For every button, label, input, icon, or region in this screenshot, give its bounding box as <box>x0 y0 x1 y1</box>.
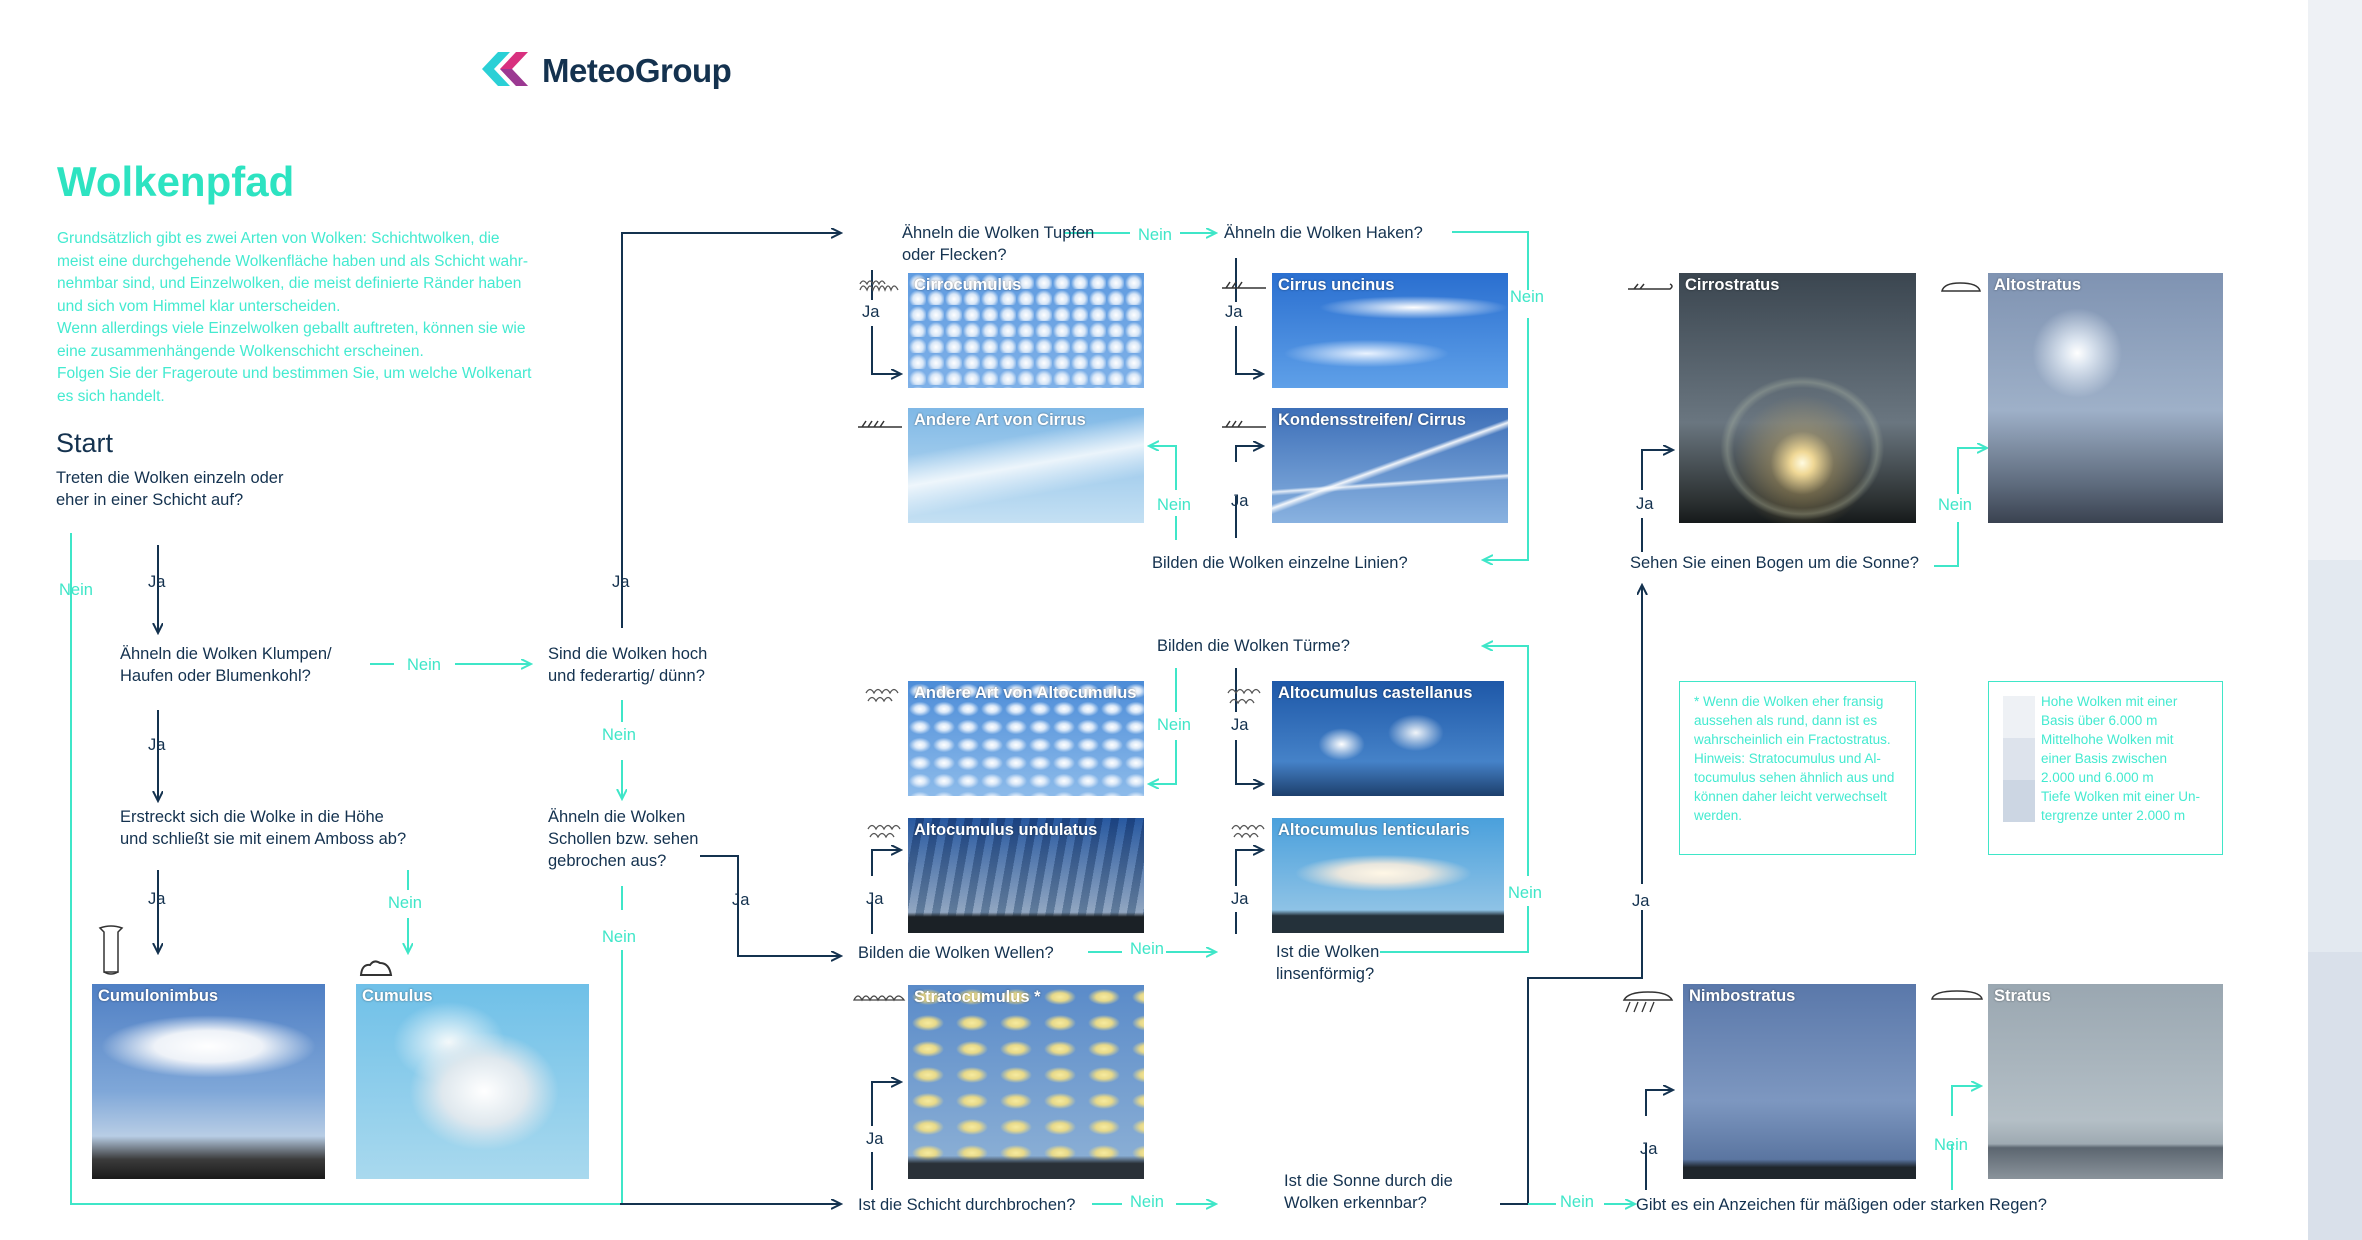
answer-ja: Ja <box>732 891 750 909</box>
question-line: Ist die Wolken <box>1276 943 1380 961</box>
photo-altocumulus-castellanus <box>1272 681 1504 796</box>
line-tupfen-ja-b <box>872 326 900 374</box>
question-tuerme <box>1157 635 1350 657</box>
answer-nein: Nein <box>1560 1193 1594 1211</box>
line-regen-ja-b <box>1646 1090 1672 1116</box>
question-line: eher in einer Schicht auf? <box>56 491 244 509</box>
answer-ja: Ja <box>148 890 166 908</box>
question-line: Ähneln die Wolken Tupfen <box>902 224 1095 242</box>
cloud-name: Stratus <box>1994 987 2051 1005</box>
question-line: oder Flecken? <box>902 246 1007 264</box>
answer-nein: Nein <box>388 894 422 912</box>
cloud-name: Cirrus uncinus <box>1278 276 1395 294</box>
intro-line: es sich handelt. <box>57 387 165 405</box>
legend-line: 2.000 und 6.000 m <box>2041 770 2154 785</box>
line-regen-nein-b <box>1952 1086 1980 1116</box>
answer-nein: Nein <box>1130 1193 1164 1211</box>
cloud-name: Stratocumulus * <box>914 988 1041 1006</box>
question-regen <box>1636 1194 2047 1216</box>
stratocumulus-symbol-icon <box>852 990 906 1004</box>
line-durchbrochen-ja-b <box>872 1082 900 1126</box>
line-tuerme-ja-b <box>1236 740 1262 784</box>
answer-ja: Ja <box>148 573 166 591</box>
cloud-name: Altocumulus lenticularis <box>1278 821 1470 839</box>
question-linien <box>1152 552 1408 574</box>
question-klumpen <box>120 643 332 687</box>
question-bogen <box>1630 552 1919 574</box>
footnote-line: Hinweis: Stratocumulus und Al- <box>1694 751 1881 766</box>
question-line: Bilden die Wolken einzelne Linien? <box>1152 554 1408 572</box>
nimbostratus-symbol-icon <box>1622 990 1674 1016</box>
question-line: Bilden die Wolken Wellen? <box>858 944 1054 962</box>
question-line: Ist die Schicht durchbrochen? <box>858 1196 1076 1214</box>
undulatus-symbol-icon <box>866 820 904 840</box>
question-line: Sehen Sie einen Bogen um die Sonne? <box>1630 554 1919 572</box>
cirrocumulus-symbol-icon <box>858 276 900 294</box>
question-line: Wolken erkennbar? <box>1284 1194 1427 1212</box>
cloud-name: Andere Art von Altocumulus <box>914 684 1137 702</box>
legend-line: Tiefe Wolken mit einer Un- <box>2041 789 2201 804</box>
legend-line: einer Basis zwischen <box>2041 751 2168 766</box>
answer-nein: Nein <box>1508 884 1542 902</box>
question-durchbrochen <box>858 1194 1075 1216</box>
line-linien-nein-b <box>1150 446 1176 490</box>
line-schollen-ja <box>700 856 840 956</box>
legend-swatch-hohe <box>2003 696 2035 738</box>
answer-ja: Ja <box>862 303 880 321</box>
line-tuerme-nein-b <box>1150 740 1176 784</box>
answer-ja: Ja <box>1632 892 1650 910</box>
intro-line: Folgen Sie der Frageroute und bestimmen Sie, um welche Wolkenart <box>57 365 532 382</box>
footnote-box <box>1679 681 1916 855</box>
question-wellen <box>858 942 1054 964</box>
question-schicht <box>56 467 283 511</box>
footnote-line: wahrscheinlich ein Fractostratus. <box>1694 732 1891 747</box>
photo-nimbostratus <box>1683 984 1916 1179</box>
line-hoch-ja <box>622 233 840 628</box>
answer-nein: Nein <box>1510 288 1544 306</box>
answer-ja: Ja <box>1231 716 1249 734</box>
answer-ja: Ja <box>1231 492 1249 510</box>
question-line: Ist die Sonne durch die <box>1284 1172 1453 1190</box>
cloud-name: Cirrostratus <box>1685 276 1780 294</box>
photo-andere-cirrus <box>908 408 1144 523</box>
question-haken <box>1224 222 1423 244</box>
question-line: Erstreckt sich die Wolke in die Höhe <box>120 808 384 826</box>
answer-nein: Nein <box>1157 496 1191 514</box>
cloud-name: Altocumulus castellanus <box>1278 684 1473 702</box>
line-wellen-ja-b <box>872 850 900 876</box>
question-line: gebrochen aus? <box>548 852 667 870</box>
legend-line: Hohe Wolken mit einer <box>2041 694 2178 709</box>
altocumulus-symbol-icon <box>864 684 902 704</box>
photo-altocumulus-undulatus <box>908 818 1144 933</box>
question-line: Gibt es ein Anzeichen für mäßigen oder starken Regen? <box>1636 1196 2047 1214</box>
page-title: Wolkenpfad <box>57 158 295 205</box>
cloud-name: Altocumulus undulatus <box>914 821 1098 839</box>
footnote-line: können daher leicht verwechselt <box>1694 789 1887 804</box>
footnote-line: aussehen als rund, dann ist es <box>1694 713 1878 728</box>
answer-ja: Ja <box>612 573 630 591</box>
photo-andere-altocumulus <box>908 681 1144 796</box>
answer-nein: Nein <box>1130 940 1164 958</box>
answer-ja: Ja <box>866 890 884 908</box>
intro-line: Wenn allerdings viele Einzelwolken geballt auftreten, können sie wie <box>57 320 526 337</box>
question-linsen <box>1276 941 1379 985</box>
answer-nein: Nein <box>407 656 441 674</box>
cloud-name: Cirrocumulus <box>914 276 1022 294</box>
photo-cirrus-uncinus <box>1272 273 1508 388</box>
photo-cumulonimbus <box>92 984 325 1179</box>
footnote-line: * Wenn die Wolken eher fransig <box>1694 694 1884 709</box>
cloud-name: Kondensstreifen/ Cirrus <box>1278 411 1466 429</box>
question-line: Schollen bzw. sehen <box>548 830 699 848</box>
legend-line: Mittelhohe Wolken mit <box>2041 732 2174 747</box>
photo-cirrocumulus <box>908 273 1144 388</box>
cirrostratus-symbol-icon <box>1626 280 1676 294</box>
photo-cumulus <box>356 984 589 1179</box>
answer-nein: Nein <box>59 581 93 599</box>
question-hoch <box>548 643 707 687</box>
intro-line: eine zusammenhängende Wolkenschicht erscheinen. <box>57 342 424 360</box>
line-haken-ja-b <box>1236 326 1262 374</box>
answer-nein: Nein <box>1938 496 1972 514</box>
photo-altostratus <box>1988 273 2223 523</box>
legend-text <box>2041 692 2200 825</box>
question-schollen <box>548 806 698 872</box>
cloud-name: Cumulus <box>362 987 433 1005</box>
photo-cirrostratus <box>1679 273 1916 523</box>
question-amboss <box>120 806 406 850</box>
question-line: Ähneln die Wolken Klumpen/ <box>120 645 332 663</box>
photo-altocumulus-lenticularis <box>1272 818 1504 933</box>
altostratus-symbol-icon <box>1940 280 1982 294</box>
question-line: Bilden die Wolken Türme? <box>1157 637 1350 655</box>
line-linsen-ja-b <box>1236 850 1262 886</box>
question-tupfen <box>902 222 1094 266</box>
start-heading: Start <box>56 428 114 458</box>
answer-nein: Nein <box>602 928 636 946</box>
cirrus-uncinus-symbol-icon <box>1220 278 1268 292</box>
photo-kondensstreifen <box>1272 408 1508 523</box>
question-line: Sind die Wolken hoch <box>548 645 708 663</box>
question-line: linsenförmig? <box>1276 965 1375 983</box>
answer-nein: Nein <box>602 726 636 744</box>
answer-nein: Nein <box>1934 1136 1968 1154</box>
answer-ja: Ja <box>1225 303 1243 321</box>
answer-nein: Nein <box>1157 716 1191 734</box>
footnote-line: werden. <box>1694 808 1743 823</box>
answer-ja: Ja <box>1640 1140 1658 1158</box>
cumulonimbus-symbol-icon <box>94 922 128 978</box>
legend-swatch-tief <box>2003 780 2035 822</box>
intro-line: und sich vom Himmel klar unterscheiden. <box>57 297 341 315</box>
line-bogen-nein-b <box>1958 448 1986 494</box>
legend-line: tergrenze unter 2.000 m <box>2041 808 2186 823</box>
answer-ja: Ja <box>148 736 166 754</box>
cloud-name: Cumulonimbus <box>98 987 219 1005</box>
answer-ja: Ja <box>1231 890 1249 908</box>
photo-stratocumulus <box>908 985 1144 1179</box>
stratus-symbol-icon <box>1930 988 1984 1002</box>
cloud-name: Andere Art von Cirrus <box>914 411 1086 429</box>
kondensstreifen-symbol-icon <box>1220 417 1268 431</box>
answer-ja: Ja <box>1636 495 1654 513</box>
question-line: Ähneln die Wolken Haken? <box>1224 224 1423 242</box>
line-sonne-ja <box>1500 910 1642 1204</box>
cirrus-symbol-icon <box>856 417 904 431</box>
question-line: Ähneln die Wolken <box>548 808 686 826</box>
legend-swatch-mittel <box>2003 738 2035 780</box>
lenticularis-symbol-icon <box>1230 820 1266 840</box>
question-sonne <box>1284 1170 1453 1214</box>
photo-stratus <box>1988 984 2223 1179</box>
line-bogen-nein <box>1934 522 1958 566</box>
question-line: Treten die Wolken einzeln oder <box>56 469 284 487</box>
castellanus-symbol-icon <box>1226 684 1262 706</box>
brand-name: MeteoGroup <box>542 52 732 89</box>
line-linien-ja-b <box>1236 446 1262 462</box>
answer-nein: Nein <box>1138 226 1172 244</box>
cloud-name: Altostratus <box>1994 276 2082 294</box>
answer-ja: Ja <box>866 1130 884 1148</box>
line-bogen-ja-b <box>1642 450 1672 490</box>
cloud-name: Nimbostratus <box>1689 987 1796 1005</box>
question-line: und schließt sie mit einem Amboss ab? <box>120 830 407 848</box>
cumulus-symbol-icon <box>358 958 394 978</box>
footnote-line: tocumulus sehen ähnlich aus und <box>1694 770 1895 785</box>
intro-line: nehmbar sind, und Einzelwolken, die meist definierte Ränder haben <box>57 275 522 292</box>
question-line: und federartig/ dünn? <box>548 667 705 685</box>
question-line: Haufen oder Blumenkohl? <box>120 667 311 685</box>
legend-line: Basis über 6.000 m <box>2041 713 2158 728</box>
intro-line: meist eine durchgehende Wolkenfläche haben und als Schicht wahr- <box>57 252 529 270</box>
intro-line: Grundsätzlich gibt es zwei Arten von Wolken: Schichtwolken, die <box>57 230 500 247</box>
legend-box <box>1988 681 2223 855</box>
